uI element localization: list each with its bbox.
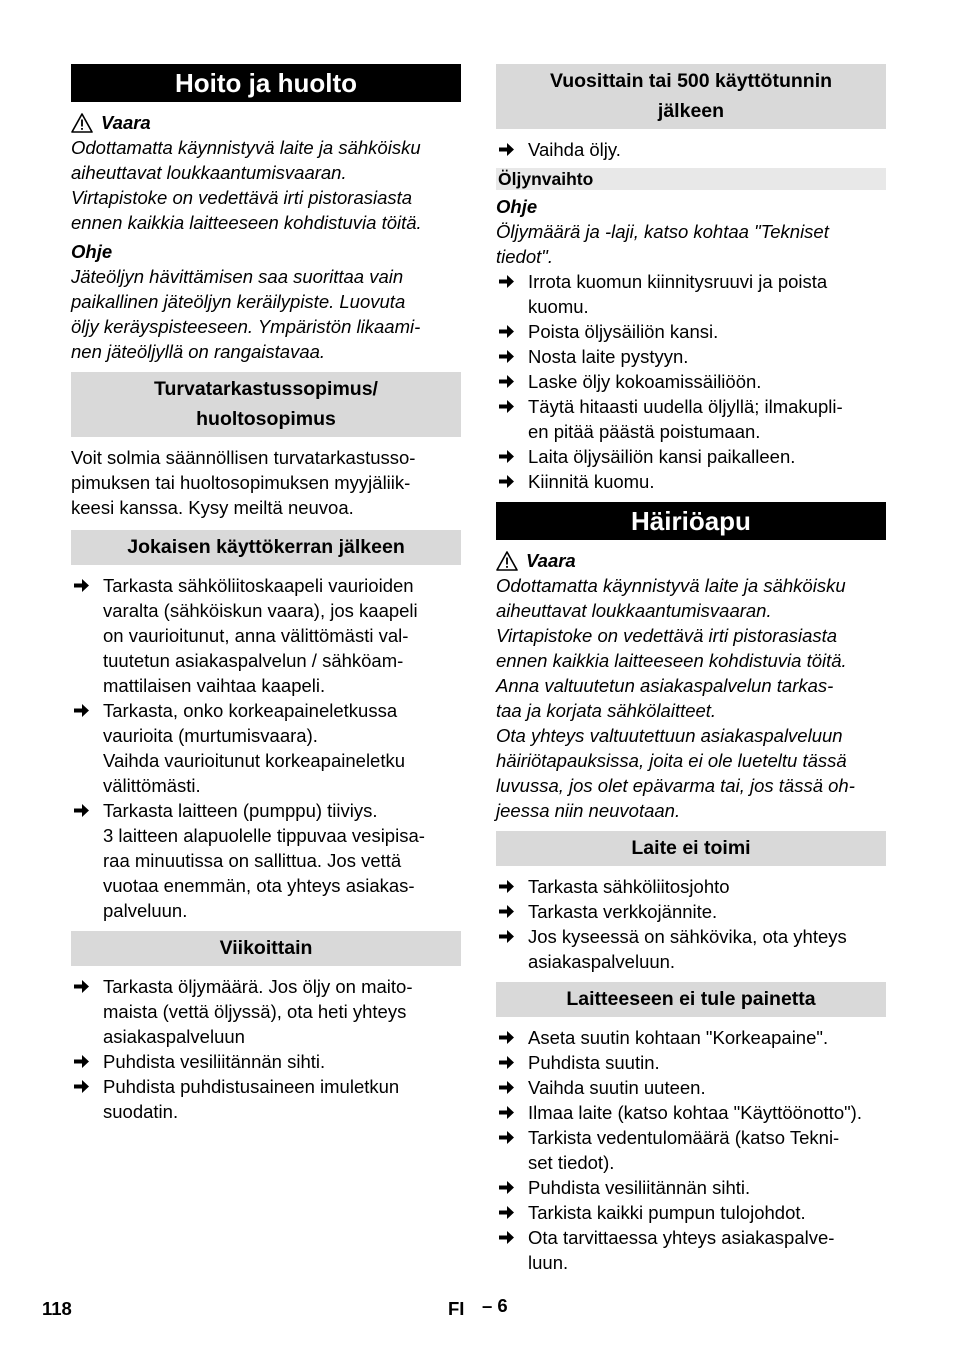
list-item-line: Poista öljysäiliön kansi.: [528, 321, 719, 342]
text-line: Virtapistoke on vedettävä irti pistorasiasta: [496, 625, 838, 646]
text-line: Odottamatta käynnistyvä laite ja sähköisku: [496, 575, 846, 596]
heading-line: jälkeen: [657, 100, 725, 122]
list-item-line: Nosta laite pystyyn.: [528, 346, 689, 367]
list-item-line: Aseta suutin kohtaan "Korkeapaine".: [528, 1027, 829, 1048]
heading-no-pressure: Laitteeseen ei tule painetta: [496, 982, 886, 1017]
text-line: ennen kaikkia laitteeseen kohdistuvia töitä.: [496, 650, 847, 671]
text-line: Ota yhteys valtuutettuun asiakaspalveluun: [496, 725, 843, 746]
danger-text: [71, 135, 461, 235]
list-item: [496, 1125, 886, 1175]
list-item: [496, 1175, 886, 1200]
list-item: [496, 1200, 886, 1225]
list-item-line: vuotaa enemmän, ota yhteys asiakas-: [103, 875, 415, 896]
list-item-line: on vaurioitunut, anna välittömästi val-: [103, 625, 409, 646]
arrow-right-icon: [73, 1053, 90, 1070]
section-title-maintenance: Hoito ja huolto: [71, 64, 461, 102]
left-column: [71, 64, 461, 1124]
warning-triangle-icon: [71, 113, 93, 133]
device-not-working-list: [496, 874, 886, 974]
list-item-line: maista (vettä öljyssä), ota heti yhteys: [103, 1001, 407, 1022]
after-each-use-list: [71, 573, 461, 923]
no-pressure-list: [496, 1025, 886, 1275]
list-item-line: Tarkista vedentulomäärä (katso Tekni-: [528, 1127, 840, 1148]
warning-triangle-icon: [496, 551, 518, 571]
text-line: paikallinen jäteöljyn keräilypiste. Luovuta: [71, 291, 406, 312]
heading-line: Turvatarkastussopimus/: [154, 378, 378, 400]
list-item-line: välittömästi.: [103, 775, 201, 796]
arrow-right-icon: [498, 473, 515, 490]
list-item-line: Puhdista vesiliitännän sihti.: [103, 1051, 326, 1072]
list-item: [71, 698, 461, 798]
language-code: FI: [448, 1298, 465, 1319]
list-item: [71, 798, 461, 923]
list-item-line: mattilaisen vaihtaa kaapeli.: [103, 675, 326, 696]
list-item: [496, 1025, 886, 1050]
list-item-line: suodatin.: [103, 1101, 179, 1122]
arrow-right-icon: [498, 273, 515, 290]
list-item-line: Tarkasta sähköliitosjohto: [528, 876, 730, 897]
list-item-line: Puhdista vesiliitännän sihti.: [528, 1177, 751, 1198]
list-item: [496, 469, 886, 494]
list-item-line: Ilmaa laite (katso kohtaa "Käyttöönotto").: [528, 1102, 862, 1123]
list-item: [496, 924, 886, 974]
list-item-line: Laske öljy kokoamissäiliöön.: [528, 371, 762, 392]
list-item: [496, 874, 886, 899]
heading-yearly: [496, 64, 886, 129]
list-item-line: Täytä hitaasti uudella öljyllä; ilmakupli-: [528, 396, 843, 417]
arrow-right-icon: [73, 1078, 90, 1095]
text-line: jeessa niin neuvotaan.: [496, 800, 681, 821]
text-line: aiheuttavat loukkaantumisvaaran.: [71, 162, 347, 183]
list-item-line: Irrota kuomun kiinnitysruuvi ja poista: [528, 271, 828, 292]
list-item-line: Vaihda vaurioitunut korkeapaineletku: [103, 750, 406, 771]
heading-line: Vuosittain tai 500 käyttötunnin: [549, 70, 833, 92]
contract-text: [71, 445, 461, 520]
text-line: nen jäteöljyllä on rangaistavaa.: [71, 341, 326, 362]
note-label: Ohje: [71, 241, 113, 262]
text-line: Öljymäärä ja -laji, katso kohtaa "Tekniset: [496, 221, 829, 242]
arrow-right-icon: [73, 577, 90, 594]
list-item: [71, 1049, 461, 1074]
trouble-danger-label: [496, 548, 886, 573]
arrow-right-icon: [498, 1079, 515, 1096]
list-item-line: varalta (sähköiskun vaara), jos kaapeli: [103, 600, 418, 621]
list-item: [71, 974, 461, 1049]
list-item-line: raa minuutissa on sallittua. Jos vettä: [103, 850, 402, 871]
arrow-right-icon: [498, 373, 515, 390]
list-item-line: Laita öljysäiliön kansi paikalleen.: [528, 446, 796, 467]
arrow-right-icon: [498, 928, 515, 945]
list-item-line: Vaihda öljy.: [528, 139, 621, 160]
list-item-line: Tarkasta öljymäärä. Jos öljy on maito-: [103, 976, 413, 997]
danger-label-text: Vaara: [101, 112, 151, 133]
list-item-line: Kiinnitä kuomu.: [528, 471, 655, 492]
arrow-right-icon: [498, 448, 515, 465]
list-item-line: set tiedot).: [528, 1152, 615, 1173]
list-item: [496, 1050, 886, 1075]
list-item-line: Tarkista kaikki pumpun tulojohdot.: [528, 1202, 806, 1223]
weekly-list: [71, 974, 461, 1124]
arrow-right-icon: [498, 348, 515, 365]
arrow-right-icon: [498, 878, 515, 895]
list-item-line: Tarkasta sähköliitoskaapeli vaurioiden: [103, 575, 414, 596]
list-item-line: tuutetun asiakaspalvelun / sähköam-: [103, 650, 404, 671]
arrow-right-icon: [498, 1029, 515, 1046]
list-item-line: vaurioita (murtumisvaara).: [103, 725, 318, 746]
list-item-line: 3 laitteen alapuolelle tippuvaa vesipisa-: [103, 825, 425, 846]
trouble-danger-text: [496, 573, 886, 823]
list-item-line: Puhdista suutin.: [528, 1052, 660, 1073]
text-line: Anna valtuutetun asiakaspalvelun tarkas-: [496, 675, 834, 696]
arrow-right-icon: [498, 141, 515, 158]
page-number: 118: [42, 1298, 72, 1319]
arrow-right-icon: [498, 323, 515, 340]
list-item: [496, 137, 886, 162]
right-column: [496, 64, 886, 1275]
arrow-right-icon: [498, 1129, 515, 1146]
yearly-list: [496, 137, 886, 162]
text-line: öljy keräyspisteeseen. Ympäristön likaami-: [71, 316, 421, 337]
arrow-right-icon: [498, 903, 515, 920]
arrow-right-icon: [498, 398, 515, 415]
list-item: [71, 1074, 461, 1124]
list-item: [496, 1225, 886, 1275]
list-item-line: Tarkasta laitteen (pumppu) tiiviys.: [103, 800, 378, 821]
arrow-right-icon: [498, 1179, 515, 1196]
oil-note-text: [496, 219, 886, 269]
text-line: keesi kanssa. Kysy meiltä neuvoa.: [71, 497, 354, 518]
list-item: [496, 1075, 886, 1100]
text-line: aiheuttavat loukkaantumisvaaran.: [496, 600, 772, 621]
text-line: häiriötapauksissa, joita ei ole lueteltu tässä: [496, 750, 847, 771]
list-item-line: luun.: [528, 1252, 569, 1273]
list-item: [496, 1100, 886, 1125]
list-item-line: kuomu.: [528, 296, 589, 317]
list-item-line: Tarkasta verkkojännite.: [528, 901, 718, 922]
sub-page-number: – 6: [482, 1295, 508, 1316]
list-item: [71, 573, 461, 698]
list-item-line: Jos kyseessä on sähkövika, ota yhteys: [528, 926, 847, 947]
list-item: [496, 344, 886, 369]
list-item: [496, 444, 886, 469]
list-item: [496, 319, 886, 344]
list-item-line: asiakaspalveluun: [103, 1026, 245, 1047]
heading-oil-change: Öljynvaihto: [496, 168, 886, 190]
list-item: [496, 269, 886, 319]
section-title-troubleshooting: Häiriöapu: [496, 502, 886, 540]
text-line: Voit solmia säännöllisen turvatarkastusso-: [71, 447, 416, 468]
text-line: ennen kaikkia laitteeseen kohdistuvia töitä.: [71, 212, 422, 233]
text-line: tiedot".: [496, 246, 553, 267]
list-item-line: Ota tarvittaessa yhteys asiakaspalve-: [528, 1227, 835, 1248]
arrow-right-icon: [73, 978, 90, 995]
arrow-right-icon: [498, 1204, 515, 1221]
text-line: taa ja korjata sähkölaitteet.: [496, 700, 717, 721]
oil-note-label: Ohje: [496, 196, 538, 217]
heading-service-contract: [71, 372, 461, 437]
arrow-right-icon: [498, 1104, 515, 1121]
heading-weekly: Viikoittain: [71, 931, 461, 966]
arrow-right-icon: [73, 702, 90, 719]
heading-device-not-working: Laite ei toimi: [496, 831, 886, 866]
list-item-line: Puhdista puhdistusaineen imuletkun: [103, 1076, 400, 1097]
list-item: [496, 369, 886, 394]
list-item-line: Tarkasta, onko korkeapaineletkussa: [103, 700, 398, 721]
list-item: [496, 899, 886, 924]
heading-line: huoltosopimus: [196, 408, 336, 430]
arrow-right-icon: [73, 802, 90, 819]
oil-change-list: [496, 269, 886, 494]
text-line: pimuksen tai huoltosopimuksen myyjäliik-: [71, 472, 411, 493]
list-item-line: Vaihda suutin uuteen.: [528, 1077, 706, 1098]
danger-label: [71, 110, 461, 135]
note-text: [71, 264, 461, 364]
text-line: Virtapistoke on vedettävä irti pistorasiasta: [71, 187, 413, 208]
text-line: Odottamatta käynnistyvä laite ja sähköisku: [71, 137, 421, 158]
text-line: luvussa, jos olet epävarma tai, jos tässä oh-: [496, 775, 855, 796]
text-line: Jäteöljyn hävittämisen saa suorittaa vain: [71, 266, 404, 287]
list-item: [496, 394, 886, 444]
list-item-line: en pitää päästä poistumaan.: [528, 421, 761, 442]
list-item-line: palveluun.: [103, 900, 188, 921]
danger-label-text: Vaara: [526, 550, 576, 571]
heading-after-each-use: Jokaisen käyttökerran jälkeen: [71, 530, 461, 565]
list-item-line: asiakaspalveluun.: [528, 951, 676, 972]
arrow-right-icon: [498, 1229, 515, 1246]
arrow-right-icon: [498, 1054, 515, 1071]
